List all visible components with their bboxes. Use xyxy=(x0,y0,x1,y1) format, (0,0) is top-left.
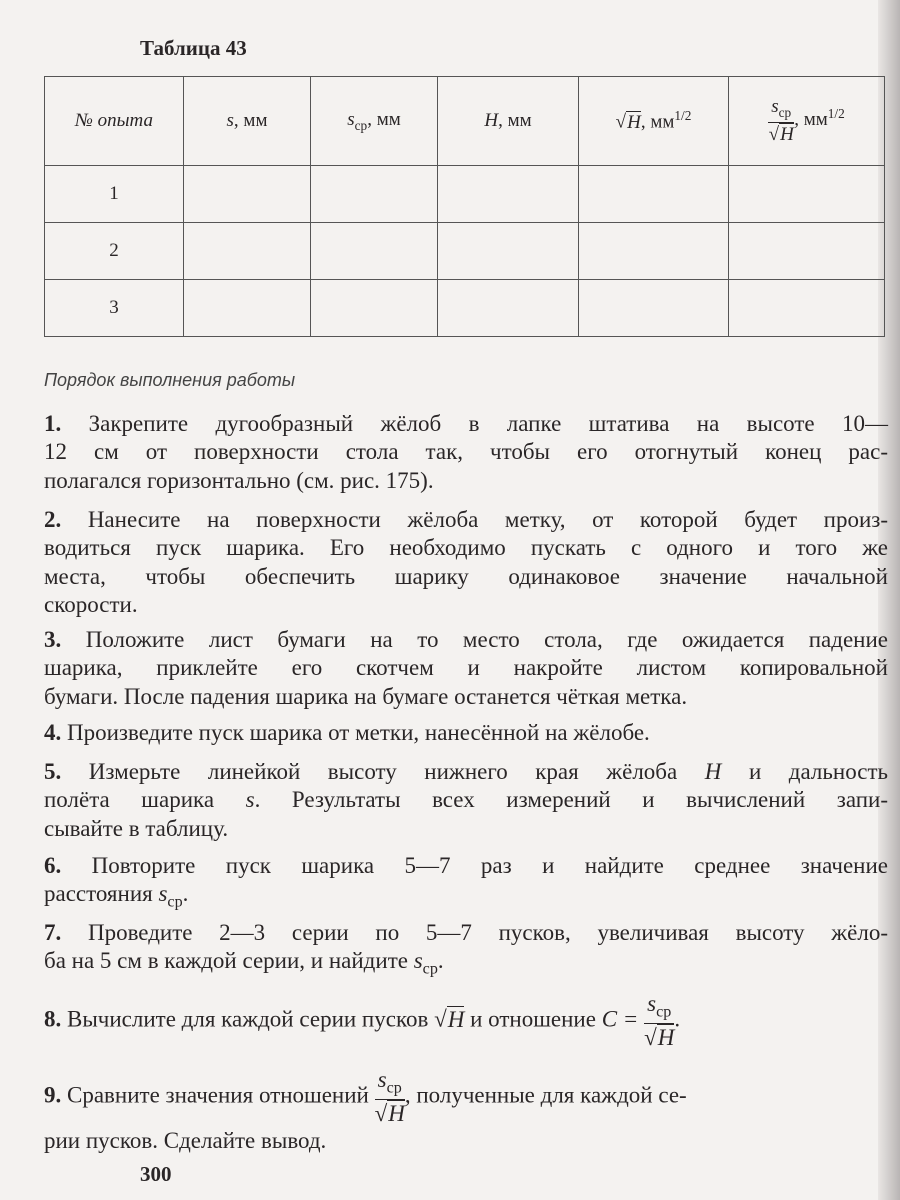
step-text: полагался горизонтально (см. рис. 175). xyxy=(44,467,434,493)
step-number: 7. xyxy=(44,920,62,945)
step-text: Положите лист бумаги на то место стола, где ожидается падение xyxy=(85,627,888,652)
step-4 xyxy=(44,719,888,747)
step-text: и дальность xyxy=(748,759,889,784)
sqrt-sign: √ xyxy=(768,123,780,145)
power: 1/2 xyxy=(674,108,692,124)
table-caption: Таблица 43 xyxy=(140,36,247,60)
step-9 xyxy=(44,1068,888,1155)
sqrt-sign: √ xyxy=(644,1025,657,1051)
unit: , мм xyxy=(794,109,828,131)
formula-c: C = xyxy=(601,1006,639,1032)
step-2 xyxy=(44,506,888,620)
sub: ср xyxy=(167,893,183,911)
step-3 xyxy=(44,626,888,711)
row-number: 3 xyxy=(45,280,184,337)
step-number: 1. xyxy=(44,411,62,436)
sub: ср xyxy=(778,104,792,120)
step-text: места, чтобы обеспечить шарику одинаковое значение начальной xyxy=(44,563,888,589)
var: H xyxy=(780,123,794,145)
data-table xyxy=(44,76,885,337)
step-text: скорости. xyxy=(44,592,138,618)
header-experiment-no: № опыта xyxy=(45,77,184,166)
step-text: , полученные для каждой се- xyxy=(404,1082,687,1108)
var: s xyxy=(771,96,779,118)
step-7 xyxy=(44,919,888,976)
step-text: Сравните значения отношений xyxy=(67,1082,369,1108)
step-text: шарика, приклейте его скотчем и накройте листом копировальной xyxy=(44,655,888,681)
power: 1/2 xyxy=(827,106,845,122)
step-text: Произведите пуск шарика от метки, нанесённой на жёлобе. xyxy=(67,720,650,745)
table-row xyxy=(45,166,885,223)
unit: , мм xyxy=(367,108,401,130)
table-row xyxy=(45,223,885,280)
var: s xyxy=(647,991,657,1016)
fraction xyxy=(644,992,674,1051)
step-6 xyxy=(44,852,888,909)
step-text: Вычислите для каждой серии пусков xyxy=(67,1006,429,1032)
header-h xyxy=(438,77,579,166)
unit: , мм xyxy=(233,110,268,131)
sub: ср xyxy=(354,117,368,133)
step-number: 5. xyxy=(44,759,62,784)
row-number: 1 xyxy=(45,166,184,223)
step-text: Измерьте линейкой высоту нижнего края жёлоба xyxy=(88,759,678,784)
step-text: Проведите 2—3 серии по 5—7 пусков, увеличивая высоту жёло- xyxy=(87,920,888,945)
step-number: 3. xyxy=(44,627,62,652)
header-ratio xyxy=(729,77,885,166)
var: H xyxy=(657,1025,675,1051)
page-number: 300 xyxy=(140,1162,172,1186)
step-number: 4. xyxy=(44,720,62,745)
step-text: расстояния xyxy=(44,881,153,907)
step-text: и отношение xyxy=(470,1006,596,1032)
var: H xyxy=(388,1101,405,1127)
table-row xyxy=(45,280,885,337)
step-5 xyxy=(44,758,888,843)
var: s xyxy=(245,787,255,813)
step-number: 6. xyxy=(44,853,62,878)
step-text: Закрепите дугообразный жёлоб в лапке штатива на высоте 10— xyxy=(88,411,888,436)
section-heading: Порядок выполнения работы xyxy=(44,370,296,390)
step-text: рии пусков. Сделайте вывод. xyxy=(44,1127,327,1153)
step-1 xyxy=(44,410,888,495)
unit: , мм xyxy=(640,111,675,133)
sqrt-sign: √ xyxy=(434,1006,447,1032)
table-header-row xyxy=(45,77,885,166)
var: H xyxy=(704,759,722,784)
sub: ср xyxy=(422,960,438,978)
var: H xyxy=(484,110,499,131)
header-s xyxy=(184,77,311,166)
sub: ср xyxy=(656,1003,672,1021)
step-text: бумаги. После падения шарика на бумаге останется чёткая метка. xyxy=(44,683,688,709)
step-text: . Результаты всех измерений и вычислений запи- xyxy=(254,787,889,813)
step-text: ба на 5 см в каждой серии, и найдите xyxy=(44,948,408,974)
var: s xyxy=(413,948,423,974)
step-text: Нанесите на поверхности жёлоба метку, от которой будет произ- xyxy=(87,507,889,532)
step-text: водиться пуск шарика. Его необходимо пускать с одного и того же xyxy=(44,535,888,561)
step-number: 2. xyxy=(44,507,62,532)
sqrt-sign: √ xyxy=(615,111,627,133)
var: H xyxy=(447,1006,465,1032)
step-text: 12 см от поверхности стола так, чтобы его отогнутый конец рас- xyxy=(44,439,888,465)
row-number: 2 xyxy=(45,223,184,280)
sqrt-sign: √ xyxy=(374,1101,388,1127)
var: H xyxy=(627,111,641,133)
step-number: 8. xyxy=(44,1006,62,1032)
step-number: 9. xyxy=(44,1082,62,1108)
step-8 xyxy=(44,992,888,1051)
var: s xyxy=(158,881,168,907)
step-text: Повторите пуск шарика 5—7 раз и найдите среднее значение xyxy=(91,853,888,878)
var: s xyxy=(226,110,234,131)
step-text: . xyxy=(437,948,444,974)
sub: ср xyxy=(386,1079,402,1097)
fraction xyxy=(768,97,794,145)
step-text: . xyxy=(182,881,189,907)
unit: , мм xyxy=(498,110,532,131)
header-sqrt-h xyxy=(579,77,729,166)
var: s xyxy=(347,108,355,130)
var: s xyxy=(377,1067,387,1092)
header-s-avg xyxy=(311,77,438,166)
step-text: полёта шарика xyxy=(44,787,215,813)
step-text: . xyxy=(674,1006,681,1032)
fraction xyxy=(375,1068,405,1127)
step-text: сывайте в таблицу. xyxy=(44,815,229,841)
